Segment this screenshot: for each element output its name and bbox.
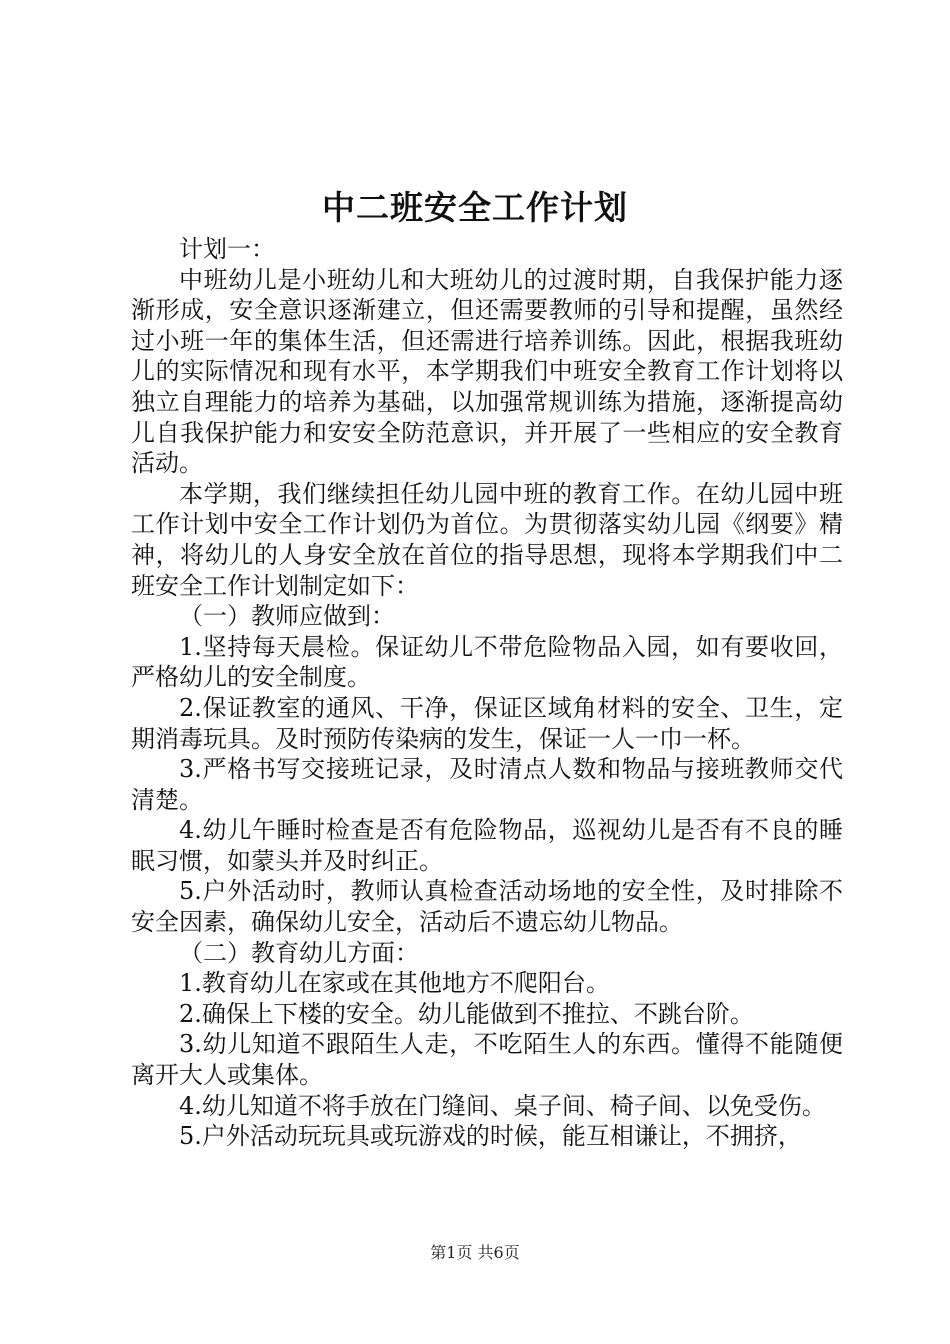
list-item: 4.幼儿午睡时检查是否有危险物品，巡视幼儿是否有不良的睡眠习惯，如蒙头并及时纠正。 — [131, 816, 843, 875]
paragraph-intro: 中班幼儿是小班幼儿和大班幼儿的过渡时期，自我保护能力逐渐形成，安全意识逐渐建立，但还需要教师的引导和提醒，虽然经过小班一年的集体生活，但还需进行培养训练。因此，根据我班幼儿的实际情况和现有水平，本学期我们中班安全教育工作计划将以独立自理能力的培养为基础，以加强常规训练为措施，逐渐提高幼儿自我保护能力和安安全防范意识，并开展了一些相应的安全教育活动。 — [131, 265, 843, 478]
list-item: 1.坚持每天晨检。保证幼儿不带危险物品入园，如有要收回，严格幼儿的安全制度。 — [131, 632, 843, 692]
document-title: 中二班安全工作计划 — [322, 188, 628, 227]
list-item: 5.户外活动时，教师认真检查活动场地的安全性，及时排除不安全因素，确保幼儿安全，活动后不遗忘幼儿物品。 — [131, 877, 843, 937]
list-item: 4.幼儿知道不将手放在门缝间、桌子间、椅子间、以免受伤。 — [179, 1091, 826, 1120]
list-item: 2.确保上下楼的安全。幼儿能做到不推拉、不跳台阶。 — [179, 999, 754, 1028]
list-item: 1.教育幼儿在家或在其他地方不爬阳台。 — [179, 969, 610, 998]
paragraph-plan-heading: 计划一： — [179, 235, 275, 263]
list-item: 3.严格书写交接班记录，及时清点人数和物品与接班教师交代清楚。 — [131, 755, 843, 814]
paragraph-semester: 本学期，我们继续担任幼儿园中班的教育工作。在幼儿园中班工作计划中安全工作计划仍为首位。为贯彻落实幼儿园《纲要》精神，将幼儿的人身安全放在首位的指导思想，现将本学期我们中二班安全工作计划制定如下： — [131, 479, 843, 600]
section-heading-children: （二）教育幼儿方面： — [179, 938, 419, 967]
list-item: 5.户外活动玩玩具或玩游戏的时候，能互相谦让，不拥挤， — [179, 1122, 802, 1151]
section-heading-teachers: （一）教师应做到： — [179, 602, 395, 631]
list-item: 3.幼儿知道不跟陌生人走，不吃陌生人的东西。懂得不能随便离开大人或集体。 — [131, 1030, 843, 1090]
page-number-footer: 第1页 共6页 — [430, 1243, 520, 1262]
list-item: 2.保证教室的通风、干净，保证区域角材料的安全、卫生，定期消毒玩具。及时预防传染病的发生，保证一人一巾一杯。 — [131, 693, 843, 753]
document-body — [131, 234, 843, 1152]
